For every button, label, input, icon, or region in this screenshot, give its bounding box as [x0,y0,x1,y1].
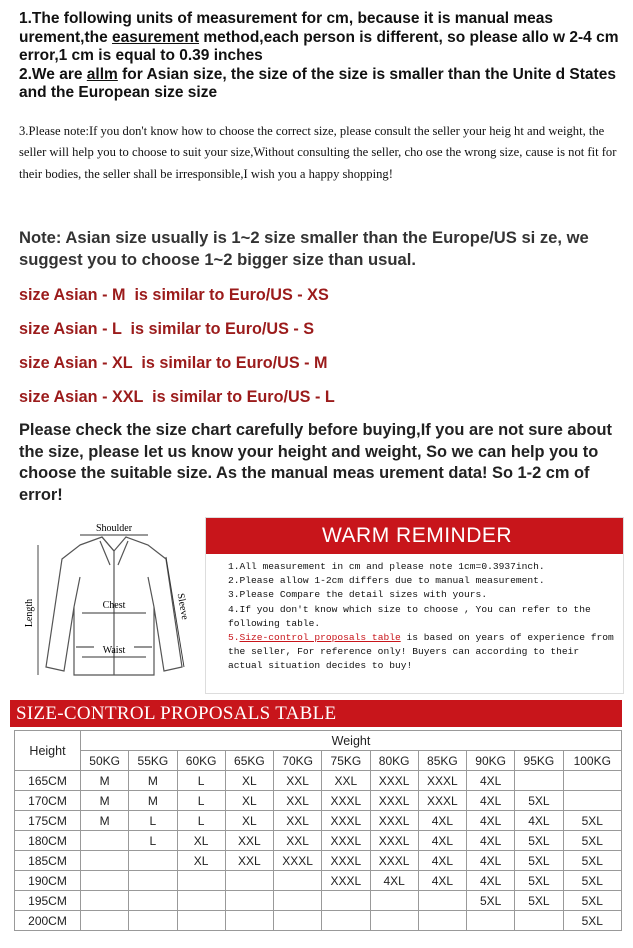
intro-line2-rest: for Asian size, the size of the size is smaller than the Unite d States and the European size size [19,65,616,101]
size-cell: XXXL [274,851,322,871]
intro-points-1-2 [19,10,621,103]
table-row [15,831,622,851]
garment-measurement-diagram [14,517,202,689]
size-cell: XL [225,811,273,831]
weight-header: Weight [81,731,622,751]
warm-reminder-title: WARM REMINDER [206,518,623,554]
table-row [15,811,622,831]
reminder-line-5-highlight: Size-control proposals table [239,632,401,644]
size-cell: 4XL [418,831,466,851]
size-cell [370,911,418,931]
size-cell: 4XL [467,851,515,871]
height-header: Height [15,731,81,771]
size-cell: 5XL [563,851,622,871]
size-cell: 5XL [515,831,563,851]
weight-header-row [15,751,622,771]
size-cell [129,851,177,871]
size-cell: 5XL [467,891,515,911]
size-cell [563,771,622,791]
height-cell: 185CM [15,851,81,871]
height-cell: 175CM [15,811,81,831]
weight-col-0: 50KG [81,751,129,771]
size-cell: 4XL [418,811,466,831]
size-cell: L [129,811,177,831]
size-cell [225,891,273,911]
size-cell: 4XL [467,771,515,791]
asian-size-note: Note: Asian size usually is 1~2 size smaller than the Europe/US si ze, we suggest you to choose 1~2 bigger size than usual. [19,228,589,269]
size-cell [274,891,322,911]
size-cell: XXXL [370,831,418,851]
size-cell [81,831,129,851]
table-row [15,851,622,871]
reminder-line-4: 4.If you don't know which size to choose , You can refer to the following table. [228,603,591,629]
intro-point-3: 3.Please note:If you don't know how to choose the correct size, please consult the seller your heig ht and weight, the seller will help you to choose to suit your size,Without consulting the seller, cho ose the wrong size, cause is not fit for their bodies, the seller shall be irresponsible,I wish you a happy shopping! [19,124,617,181]
size-cell [177,911,225,931]
size-equivalent-xl: size Asian - XL is similar to Euro/US - M [19,354,328,372]
size-cell [467,911,515,931]
size-cell: XXXL [370,851,418,871]
size-cell [418,911,466,931]
size-cell [322,911,370,931]
size-cell: L [177,791,225,811]
size-cell: XL [177,831,225,851]
size-cell: 5XL [563,831,622,851]
height-cell: 190CM [15,871,81,891]
weight-col-9: 95KG [515,751,563,771]
size-cell: XXXL [322,791,370,811]
size-cell: XXL [225,851,273,871]
size-cell [225,871,273,891]
size-cell: 5XL [563,911,622,931]
size-cell [225,911,273,931]
height-cell: 180CM [15,831,81,851]
weight-col-3: 65KG [225,751,273,771]
size-cell: XXXL [322,831,370,851]
intro-line1-rest: method,each person is different, so please allo w 2-4 cm error,1 cm is equal to 0.39 inches [19,28,619,64]
shoulder-label: Shoulder [95,523,133,534]
size-cell: 4XL [515,811,563,831]
check-size-text: Please check the size chart carefully before buying,If you are not sure about the size, please let us know your height and weight, So we can help you to choose the suitable size. As the manual meas urement data! So 1-2 cm of error! [19,421,612,504]
height-cell: 195CM [15,891,81,911]
size-cell: 5XL [515,791,563,811]
size-cell [177,871,225,891]
size-cell [515,911,563,931]
size-cell [129,871,177,891]
size-cell: 4XL [370,871,418,891]
size-cell [370,891,418,911]
size-cell: M [81,811,129,831]
size-table-title: SIZE-CONTROL PROPOSALS TABLE [10,700,622,727]
reminder-line-2: 2.Please allow 1-2cm differs due to manual measurement. [228,575,545,587]
size-cell: 5XL [515,851,563,871]
size-cell: XXXL [418,771,466,791]
warm-reminder-body [228,560,616,674]
reminder-line-1: 1.All measurement in cm and please note 1cm=0.3937inch. [228,561,545,572]
size-cell: XXXL [370,791,418,811]
size-cell [418,891,466,911]
size-cell [81,911,129,931]
size-cell: XXXL [370,771,418,791]
weight-col-5: 75KG [322,751,370,771]
weight-col-8: 90KG [467,751,515,771]
size-cell: XXL [274,771,322,791]
table-row [15,871,622,891]
size-cell [81,891,129,911]
size-cell: 5XL [563,871,622,891]
size-cell: L [177,811,225,831]
table-row [15,771,622,791]
size-cell: L [177,771,225,791]
size-cell: 5XL [563,891,622,911]
size-cell: XXL [274,811,322,831]
size-cell: M [81,771,129,791]
size-cell: 5XL [563,811,622,831]
size-cell: XL [225,791,273,811]
size-cell: 4XL [467,811,515,831]
reminder-line-5-number: 5. [228,632,240,644]
weight-col-10: 100KG [563,751,622,771]
size-cell [563,791,622,811]
intro-line1-underlined: easurement [112,28,200,46]
size-cell: XXL [322,771,370,791]
size-control-table [14,730,622,931]
size-cell [129,891,177,911]
height-cell: 170CM [15,791,81,811]
size-cell: M [129,791,177,811]
size-cell: 4XL [418,871,466,891]
size-cell [81,851,129,871]
size-cell: 4XL [467,871,515,891]
size-cell: L [129,831,177,851]
warm-reminder-panel [205,517,624,694]
size-cell [274,871,322,891]
reminder-line-5-text: is based on years of experience from the seller, For reference only! Buyers can according to their actual situation decides to buy! [228,632,614,672]
waist-label: Waist [102,645,126,656]
weight-col-4: 70KG [274,751,322,771]
size-cell: 4XL [418,851,466,871]
table-row [15,911,622,931]
size-cell: XXXL [370,811,418,831]
size-cell [177,891,225,911]
size-cell: M [129,771,177,791]
weight-col-1: 55KG [129,751,177,771]
length-label: Length [24,598,35,628]
size-cell: XL [177,851,225,871]
size-cell: XL [225,771,273,791]
size-cell [322,891,370,911]
chest-label: Chest [102,600,126,611]
weight-col-2: 60KG [177,751,225,771]
size-cell: XXXL [418,791,466,811]
intro-line2-underlined: allm [86,65,118,83]
size-cell: 4XL [467,791,515,811]
size-cell: 5XL [515,871,563,891]
size-equivalent-m: size Asian - M is similar to Euro/US - XS [19,286,329,304]
size-cell [81,871,129,891]
size-cell: XXL [274,831,322,851]
size-equivalent-xxl: size Asian - XXL is similar to Euro/US - L [19,388,335,406]
size-cell: 4XL [467,831,515,851]
size-cell [274,911,322,931]
table-row [15,791,622,811]
reminder-line-5 [228,631,616,674]
reminder-line-3: 3.Please Compare the detail sizes with yours. [228,589,488,601]
size-cell: XXXL [322,851,370,871]
size-cell: XXXL [322,871,370,891]
height-cell: 165CM [15,771,81,791]
height-cell: 200CM [15,911,81,931]
size-cell: XXL [225,831,273,851]
size-cell: 5XL [515,891,563,911]
intro-line2: 2.We are [19,65,87,83]
size-cell: XXXL [322,811,370,831]
size-cell: M [81,791,129,811]
size-cell: XXL [274,791,322,811]
size-cell [515,771,563,791]
intro-line1: 1.The following units of measurement for cm, because it is manual meas urement,the [19,10,554,46]
table-row [15,891,622,911]
size-equivalent-l: size Asian - L is similar to Euro/US - S [19,320,315,338]
size-cell [129,911,177,931]
weight-col-7: 85KG [418,751,466,771]
sleeve-label: Sleeve [174,592,191,621]
weight-col-6: 80KG [370,751,418,771]
